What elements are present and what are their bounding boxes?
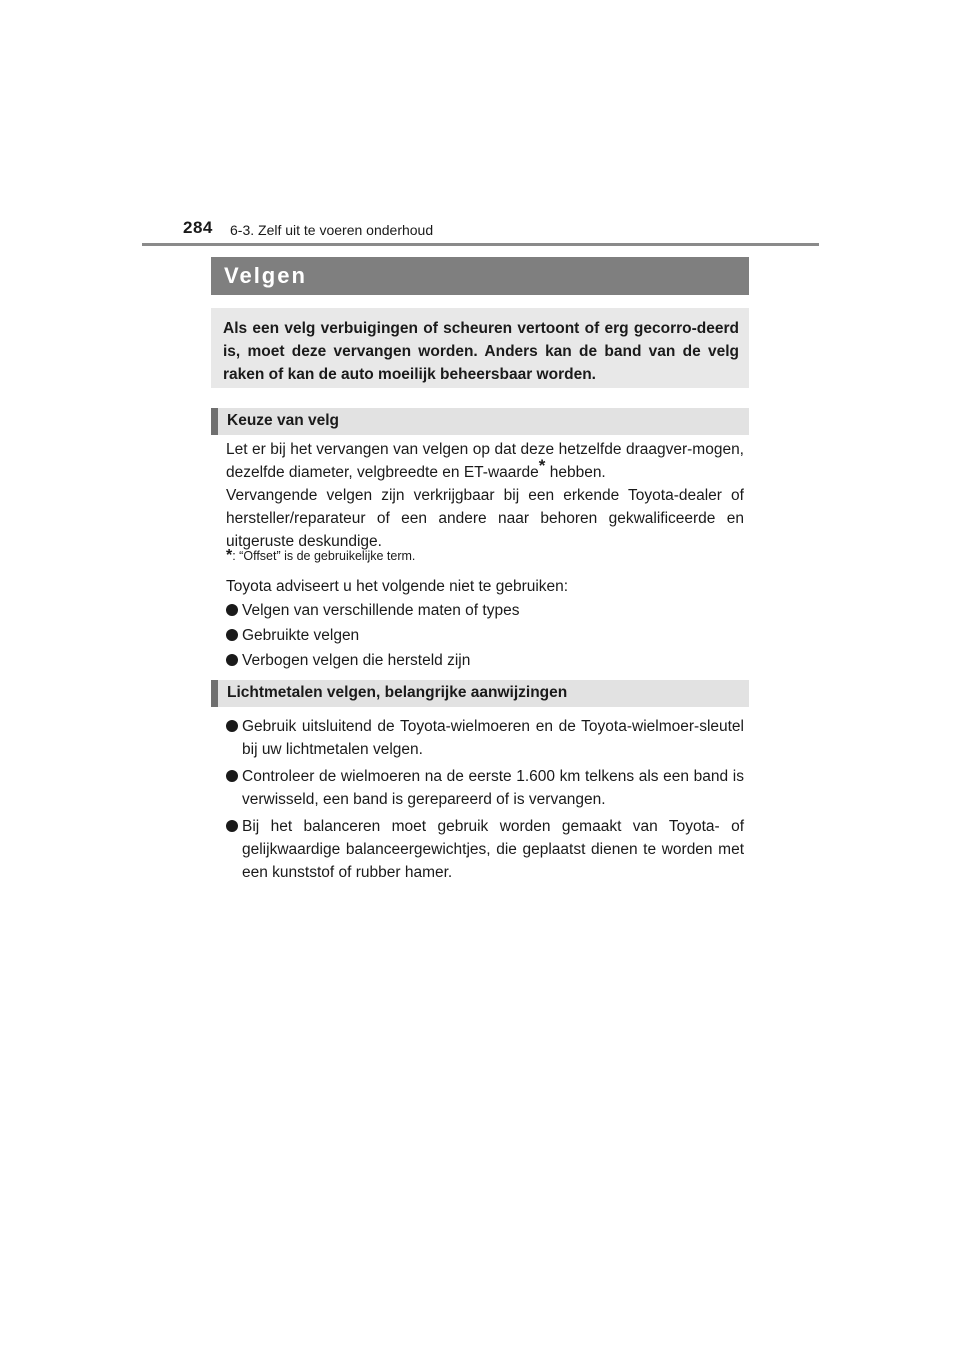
section-heading-alloy-wheels: Lichtmetalen velgen, belangrijke aanwijzingen — [211, 680, 749, 707]
bullet-icon — [226, 770, 238, 782]
advice-text: Toyota adviseert u het volgende niet te gebruiken: — [226, 578, 569, 595]
list-item-text: Controleer de wielmoeren na de eerste 1.600 km telkens als een band is verwisseld, een band is gerepareerd of is vervangen. — [242, 768, 744, 808]
alloy-wheels-list — [226, 715, 744, 884]
list-item — [226, 599, 744, 622]
wheel-choice-text-a: Let er bij het vervangen van velgen op dat deze hetzelfde draagver-mogen, dezelfde diameter, velgbreedte en ET-waarde — [226, 441, 744, 481]
bullet-icon — [226, 629, 238, 641]
section-path: 6-3. Zelf uit te voeren onderhoud — [230, 222, 434, 238]
list-item — [226, 815, 744, 884]
list-item-text: Verbogen velgen die hersteld zijn — [242, 652, 471, 669]
page-title: Velgen — [211, 257, 749, 295]
bullet-icon — [226, 604, 238, 616]
page-number: 284 — [183, 218, 213, 237]
bullet-icon — [226, 820, 238, 832]
list-item-text: Velgen van verschillende maten of types — [242, 602, 520, 619]
list-item-text: Bij het balanceren moet gebruik worden gemaakt van Toyota- of gelijkwaardige balanceergewichtjes, die geplaatst dienen te worden met een kunststof of rubber hamer. — [242, 818, 744, 881]
footnote — [226, 547, 415, 565]
list-item — [226, 715, 744, 761]
list-item-text: Gebruikte velgen — [242, 627, 360, 644]
not-recommended-list — [226, 599, 744, 672]
header-divider — [142, 243, 819, 246]
list-item — [226, 624, 744, 647]
list-item-text: Gebruik uitsluitend de Toyota-wielmoeren en de Toyota-wielmoer-sleutel bij uw lichtmetalen velgen. — [242, 718, 744, 758]
bullet-icon — [226, 720, 238, 732]
list-item — [226, 649, 744, 672]
footnote-star: * — [226, 547, 233, 564]
wheel-choice-paragraph — [226, 438, 744, 484]
intro-summary: Als een velg verbuigingen of scheuren vertoont of erg gecorro-deerd is, moet deze vervangen worden. Anders kan de band van de velg raken of kan de auto moeilijk beheersbaar worden. — [211, 308, 749, 388]
replacement-wheels-paragraph: Vervangende velgen zijn verkrijgbaar bij een erkende Toyota-dealer of hersteller/reparateur of een andere naar behoren gekwalificeerde en uitgeruste deskundige. — [226, 487, 744, 550]
bullet-icon — [226, 654, 238, 666]
wheel-choice-text-b: hebben. — [545, 464, 606, 481]
section-heading-wheel-choice: Keuze van velg — [211, 408, 749, 435]
list-item — [226, 765, 744, 811]
footnote-marker: * — [538, 455, 546, 475]
footnote-text: : “Offset” is de gebruikelijke term. — [232, 549, 416, 563]
